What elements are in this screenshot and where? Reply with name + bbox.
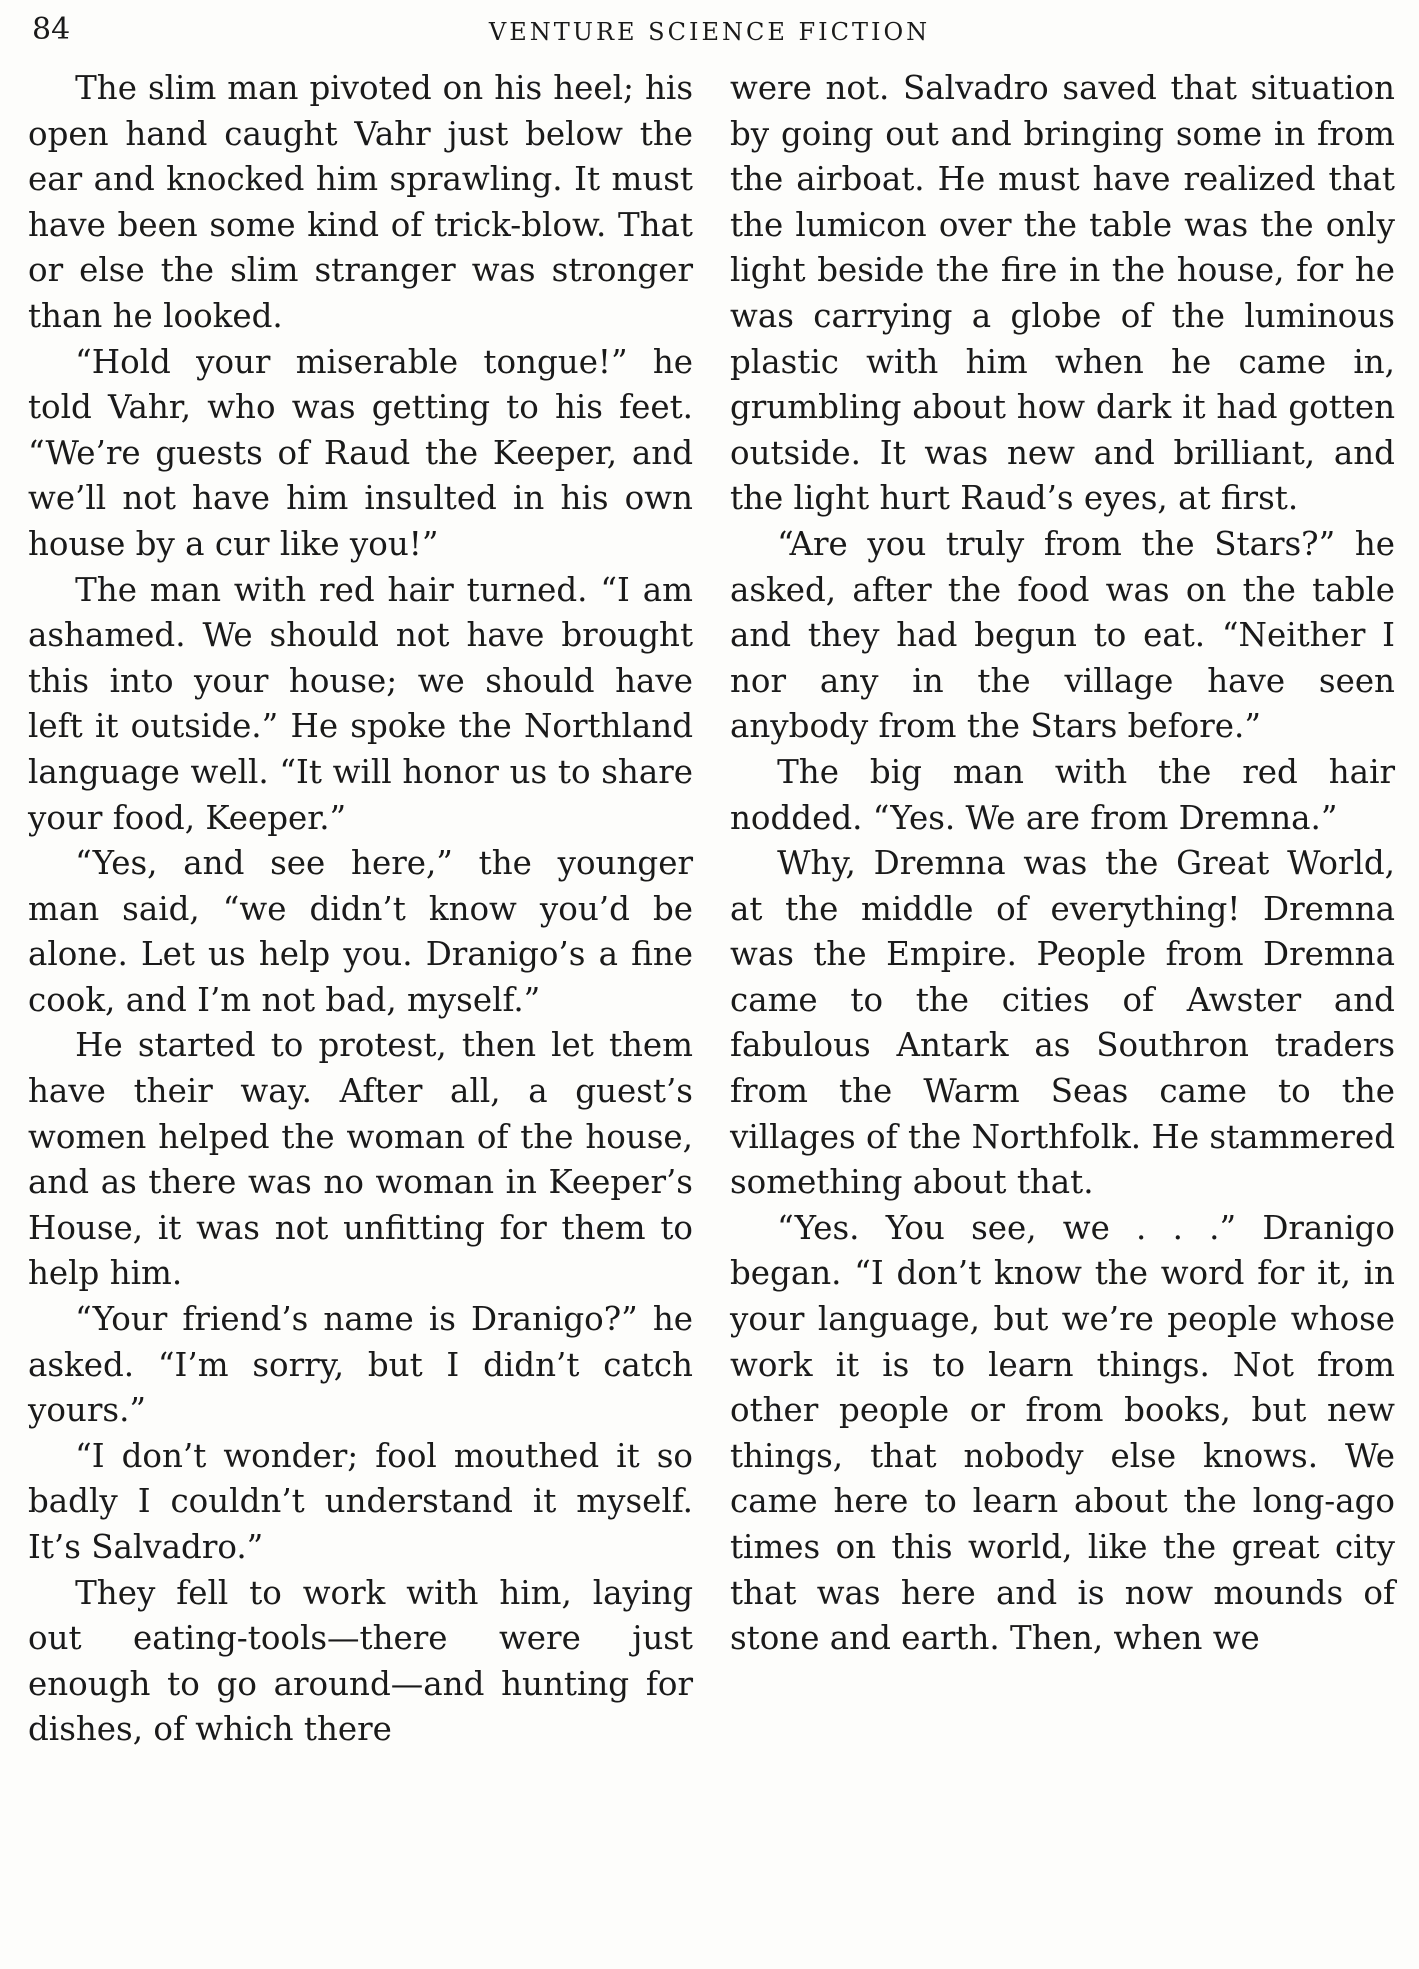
paragraph: “Are you truly from the Stars?” he asked, after the food was on the table and they had begun to eat. “Neither I nor any in the village have seen anybody from the Stars before.” — [730, 524, 1395, 746]
paragraph: The man with red hair turned. “I am ashamed. We should not have brought this into your house; we should have left it outside.” He spoke the Northland language well. “It will honor us to share your food, Keeper.” — [28, 570, 693, 837]
paragraph-continued: were not. Salvadro saved that situation by going out and bringing some in from the airboat. He must have realized that the lumicon over the table was the only light beside the fire in the house, for he was carrying a globe of the luminous plastic with him when he came in, grumbling about how dark it had gotten outside. It was new and brilliant, and the light hurt Raud’s eyes, at first. — [730, 69, 1395, 518]
paragraph: The big man with the red hair nodded. “Yes. We are from Dremna.” — [730, 752, 1395, 837]
right-column — [730, 66, 1395, 1662]
paragraph: Why, Dremna was the Great World, at the middle of everything! Dremna was the Empire. People from Dremna came to the cities of Awster and fabulous Antark as Southron traders from the Warm Seas came to the villages of the Northfolk. He stammered something about that. — [730, 844, 1395, 1202]
paragraph: “Your friend’s name is Dranigo?” he asked. “I’m sorry, but I didn’t catch yours.” — [28, 1300, 693, 1430]
page-number: 84 — [32, 12, 71, 47]
paragraph: “Yes. You see, we . . .” Dranigo began. “I don’t know the word for it, in your language, but we’re people whose work it is to learn things. Not from other people or from books, but new things, that nobody else knows. We came here to learn about the long-ago times on this world, like the great city that was here and is now mounds of stone and earth. Then, when we — [730, 1208, 1395, 1658]
paragraph: “Yes, and see here,” the younger man said, “we didn’t know you’d be alone. Let us help you. Dranigo’s a fine cook, and I’m not bad, myself.” — [28, 844, 693, 1019]
paragraph: “Hold your miserable tongue!” he told Vahr, who was getting to his feet. “We’re guests of Raud the Keeper, and we’ll not have him insulted in his own house by a cur like you!” — [28, 342, 693, 563]
running-title: VENTURE SCIENCE FICTION — [488, 18, 931, 46]
left-column — [28, 66, 693, 1753]
paragraph: He started to protest, then let them have their way. After all, a guest’s women helped the woman of the house, and as there was no woman in Keeper’s House, it was not unfitting for them to help him. — [28, 1026, 693, 1293]
paragraph: The slim man pivoted on his heel; his open hand caught Vahr just below the ear and knocked him sprawling. It must have been some kind of trick-blow. That or else the slim stranger was stronger than he looked. — [28, 69, 693, 335]
paragraph: “I don’t wonder; fool mouthed it so badly I couldn’t understand it myself. It’s Salvadro.” — [28, 1436, 693, 1566]
page-header — [0, 10, 1419, 50]
paragraph: They fell to work with him, laying out eating-tools—there were just enough to go around—and hunting for dishes, of which there — [28, 1573, 693, 1749]
